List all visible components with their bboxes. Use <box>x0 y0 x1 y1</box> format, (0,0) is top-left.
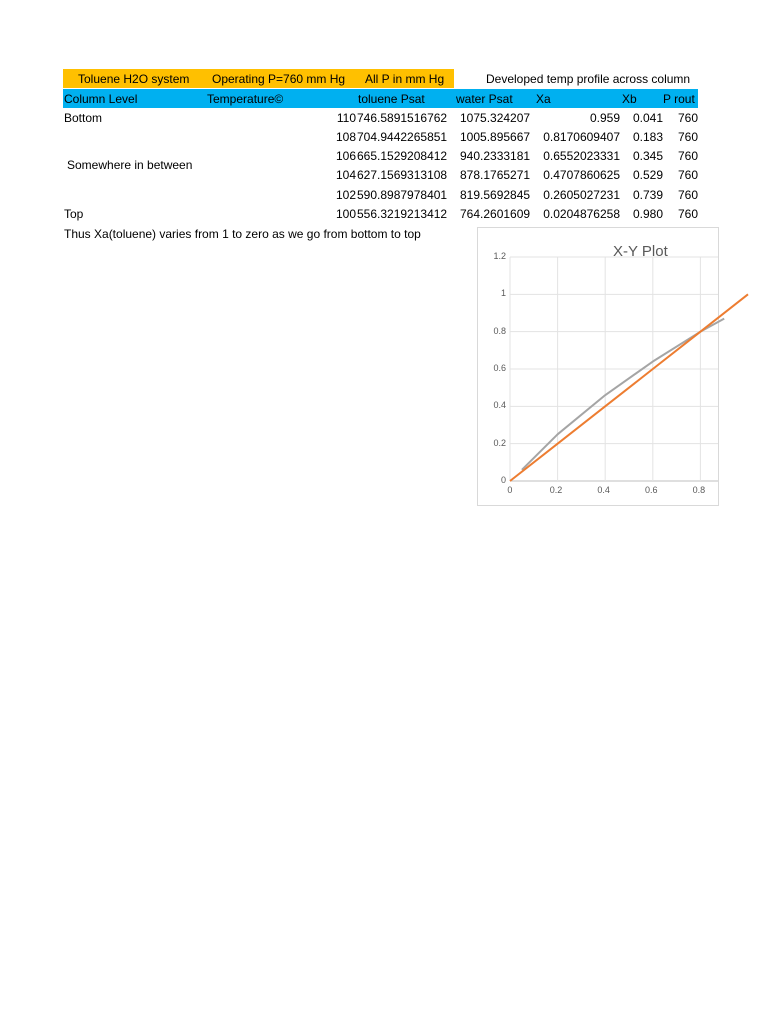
cell-toluene-psat[interactable]: 704.9442265851 <box>357 130 448 144</box>
cell-p[interactable]: 760 <box>677 149 698 163</box>
level-middle[interactable]: Somewhere in between <box>67 158 193 172</box>
header-note[interactable]: Developed temp profile across column <box>486 72 691 86</box>
col-header-level[interactable]: Column Level <box>64 92 138 106</box>
cell-temperature[interactable]: 100 <box>335 207 356 221</box>
header-units[interactable]: All P in mm Hg <box>365 72 445 86</box>
cell-toluene-psat[interactable]: 556.3219213412 <box>357 207 448 221</box>
y-tick-label: 0.8 <box>493 325 506 336</box>
cell-p[interactable]: 760 <box>677 130 698 144</box>
cell-water-psat[interactable]: 1005.895667 <box>460 130 531 144</box>
cell-toluene-psat[interactable]: 590.8987978401 <box>357 188 448 202</box>
x-tick-label: 0.8 <box>692 485 706 495</box>
cell-temperature[interactable]: 110 <box>336 111 356 125</box>
series-line-x-y <box>510 294 748 481</box>
cell-xb[interactable]: 0.183 <box>632 130 663 144</box>
cell-xa[interactable]: 0.2605027231 <box>543 188 620 202</box>
y-tick-label: 1 <box>500 288 506 299</box>
y-tick-label: 0 <box>500 475 506 485</box>
cell-xa[interactable]: 0.959 <box>589 111 620 125</box>
cell-p[interactable]: 760 <box>677 111 698 125</box>
cell-xa[interactable]: 0.0204876258 <box>543 207 620 221</box>
y-tick-label: 1.2 <box>493 251 506 261</box>
cell-water-psat[interactable]: 764.2601609 <box>460 207 531 221</box>
y-tick-label: 0.6 <box>493 363 506 373</box>
x-tick-label: 0.2 <box>549 485 563 495</box>
cell-xa[interactable]: 0.8170609407 <box>543 130 620 144</box>
cell-temperature[interactable]: 102 <box>335 188 356 202</box>
level-top[interactable]: Top <box>64 207 84 221</box>
cell-water-psat[interactable]: 819.5692845 <box>460 188 531 202</box>
x-tick-label: 0 <box>507 485 513 495</box>
cell-water-psat[interactable]: 878.1765271 <box>460 168 531 182</box>
cell-toluene-psat[interactable]: 627.1569313108 <box>357 168 448 182</box>
cell-temperature[interactable]: 108 <box>335 130 356 144</box>
cell-xa[interactable]: 0.4707860625 <box>543 168 620 182</box>
chart-title: X-Y Plot <box>613 243 668 260</box>
cell-xa[interactable]: 0.6552023331 <box>543 149 620 163</box>
x-tick-label: 0.6 <box>645 485 658 495</box>
cell-xb[interactable]: 0.529 <box>632 168 663 182</box>
cell-water-psat[interactable]: 940.2333181 <box>460 149 531 163</box>
cell-xb[interactable]: 0.739 <box>632 188 663 202</box>
col-header-water-psat[interactable]: water Psat <box>456 92 513 106</box>
footnote[interactable]: Thus Xa(toluene) varies from 1 to zero as we go from bottom to top <box>64 227 421 241</box>
cell-p[interactable]: 760 <box>677 168 698 182</box>
cell-xb[interactable]: 0.345 <box>632 149 663 163</box>
x-tick-label: 0.4 <box>597 485 610 495</box>
header-system[interactable]: Toluene H2O system <box>78 72 190 86</box>
y-tick-label: 0.4 <box>493 400 506 411</box>
level-bottom[interactable]: Bottom <box>64 111 103 125</box>
cell-xb[interactable]: 0.041 <box>632 111 663 125</box>
col-header-temperature[interactable]: Temperature© <box>207 92 284 106</box>
chart-plot <box>478 228 718 505</box>
col-header-toluene-psat[interactable]: toluene Psat <box>358 92 425 106</box>
cell-p[interactable]: 760 <box>677 188 698 202</box>
col-header-xb[interactable]: Xb <box>622 92 637 106</box>
header-operating-pressure[interactable]: Operating P=760 mm Hg <box>212 72 346 86</box>
cell-toluene-psat[interactable]: 665.1529208412 <box>357 149 448 163</box>
cell-p[interactable]: 760 <box>677 207 698 221</box>
cell-toluene-psat[interactable]: 746.5891516762 <box>357 111 448 125</box>
col-header-xa[interactable]: Xa <box>536 92 551 106</box>
xy-chart[interactable] <box>477 227 719 506</box>
cell-xb[interactable]: 0.980 <box>632 207 663 221</box>
col-header-p[interactable]: P rout <box>663 92 695 106</box>
cell-temperature[interactable]: 106 <box>335 149 356 163</box>
cell-temperature[interactable]: 104 <box>335 168 356 182</box>
cell-water-psat[interactable]: 1075.324207 <box>460 111 531 125</box>
y-tick-label: 0.2 <box>493 437 506 448</box>
